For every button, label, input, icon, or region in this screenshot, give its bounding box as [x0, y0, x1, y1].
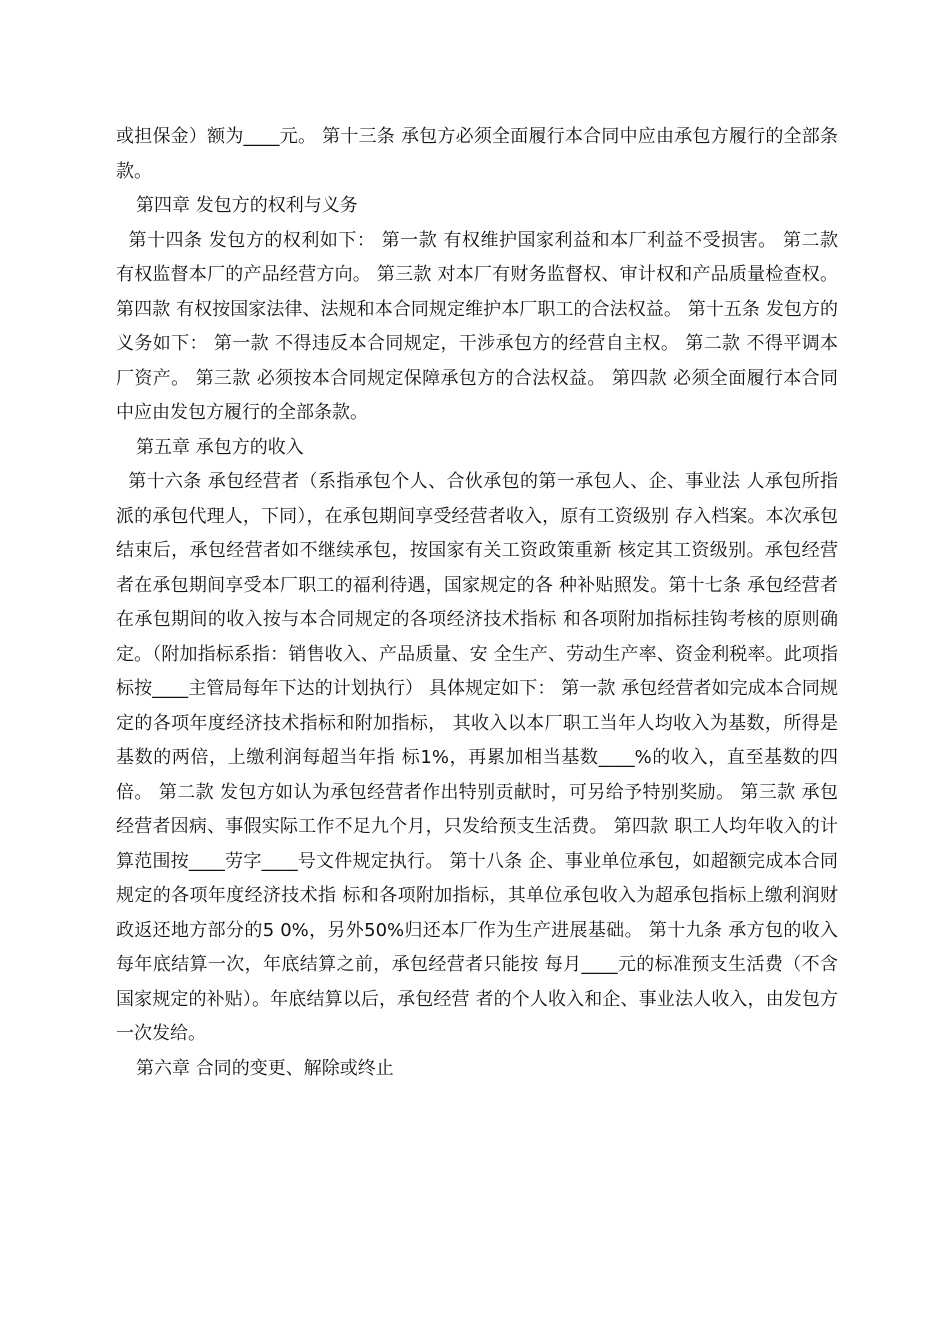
document-body	[116, 120, 844, 1086]
chapter-5-heading: 第五章 承包方的收入	[136, 436, 304, 458]
chapter-4-heading: 第四章 发包方的权利与义务	[136, 195, 358, 216]
paragraph-contract-clause-13: 或担保金）额为____元。 第十三条 承包方必须全面履行本合同中应由承包方履行的全部条款。	[116, 126, 838, 182]
paragraph-clauses-16-19: 第十六条 承包经营者（系指承包个人、合伙承包的第一承包人、企、事业法 人承包所指派的承包代理人，下同），在承包期间享受经营者收入，原有工资级别 存入档案。本次承包结束后，承包经营者如不继续承包，按国家有关工资政策重新 核定其工资级别。承包经营者在承包期间享受本厂职工的福利待遇，国家规定的各 种补贴照发。第十七条 承包经营者在承包期间的收入按与本合同规定的各项经济技术指标 和各项附加指标挂钩考核的原则确定。（附加指标系指：销售收入、产品质量、安 全生产、劳动生产率、资金利税率。此项指标按____主管局每年下达的计划执行） 具体规定如下： 第一款 承包经营者如完成本合同规定的各项年度经济技术指标和附加指标， 其收入以本厂职工当年人均收入为基数，所得是基数的两倍，上缴利润每超当年指 标1%，再累加相当基数____%的收入，直至基数的四倍。 第二款 发包方如认为承包经营者作出特别贡献时，可另给予特别奖励。 第三款 承包经营者因病、事假实际工作不足九个月，只发给预支生活费。 第四款 职工人均年收入的计算范围按____劳字____号文件规定执行。 第十八条 企、事业单位承包，如超额完成本合同规定的各项年度经济技术指 标和各项附加指标，其单位承包收入为超承包指标上缴利润财政返还地方部分的5 0%，另外50%归还本厂作为生产进展基础。 第十九条 承方包的收入每年底结算一次，年底结算之前，承包经营者只能按 每月____元的标准预支生活费（不含国家规定的补贴）。年底结算以后，承包经营 者的个人收入和企、事业法人收入，由发包方一次发给。	[116, 471, 838, 1044]
paragraph-clauses-14-15: 第十四条 发包方的权利如下： 第一款 有权维护国家利益和本厂利益不受损害。 第二款 有权监督本厂的产品经营方向。 第三款 对本厂有财务监督权、审计权和产品质量检查权。 第四款 有权按国家法律、法规和本合同规定维护本厂职工的合法权益。 第十五条 发包方的义务如下： 第一款 不得违反本合同规定，干涉承包方的经营自主权。 第二款 不得平调本厂资产。 第三款 必须按本合同规定保障承包方的合法权益。 第四款 必须全面履行本合同中应由发包方履行的全部条款。	[116, 229, 844, 423]
chapter-6-heading: 第六章 合同的变更、解除或终止	[136, 1057, 394, 1079]
